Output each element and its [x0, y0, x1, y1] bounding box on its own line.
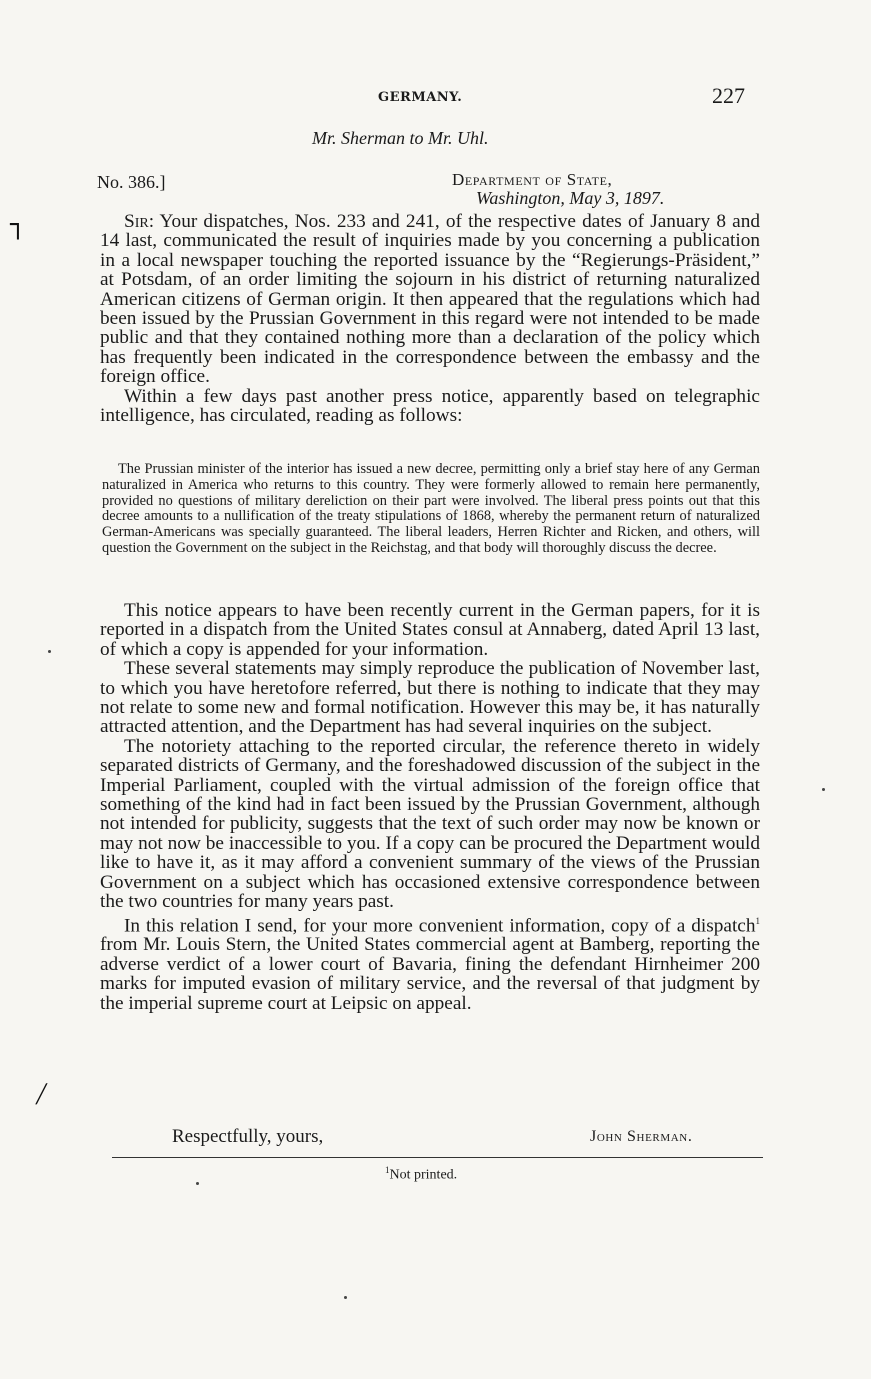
paragraph-1 — [100, 212, 760, 387]
paper-speck — [822, 788, 825, 791]
paragraph-6-text-b: from Mr. Louis Stern, the United States commercial agent at Bamberg, reporting the adverse verdict of a lower court of Bavaria, fining the defendant Hirnheimer 200 marks for imputed evasion of military service, and the reversal of that judgment by the imperial supreme court at Leipsic on appeal. — [100, 934, 760, 1014]
paragraph-6-text-a: In this relation I send, for your more convenient information, copy of a dispatch — [124, 914, 756, 936]
page-number: 227 — [712, 83, 745, 108]
footnote-mark: 1 — [385, 1165, 390, 1175]
paragraph-2: Within a few days past another press notice, apparently based on telegraphic intelligence, has circulated, reading as follows: — [100, 385, 760, 427]
paragraph-4: These several statements may simply reproduce the publication of November last, to which you have heretofore referred, but there is nothing to indicate that they may not relate to some new and formal notification. However this may be, it has naturally attracted attention, and the Department has had several inquiries on the subject. — [100, 658, 760, 738]
block-quote — [102, 462, 760, 557]
paper-speck — [344, 1296, 347, 1299]
sender-department: Department of State, — [452, 170, 613, 189]
paper-speck — [48, 650, 51, 653]
document-number: No. 386.] — [97, 172, 166, 192]
body-block-1 — [100, 212, 760, 425]
footnote-reference: 1 — [755, 915, 760, 926]
quote-text: The Prussian minister of the interior has issued a new decree, permitting only a brief stay here of any German naturalized in America who returns to this country. They were formerly allowed to remain here permanently, provided no questions of military dereliction on their part were involved. The liberal press points out that this decree amounts to a nullification of the treaty stipulations of 1868, whereby the permanent return of naturalized German-Americans was specially guaranteed. The liberal leaders, Herren Richter and Ricken, and others, will question the Government on the subject in the Reichstag, and that body will thoroughly discuss the decree. — [102, 461, 760, 556]
footnote-divider — [112, 1157, 763, 1158]
margin-pencil-mark: ┐ — [10, 210, 26, 240]
running-head: GERMANY. — [378, 90, 463, 105]
paragraph-1-text: Your dispatches, Nos. 233 and 241, of the respective dates of January 8 and 14 last, communicated the result of inquiries made by you concerning a publication in a local newspaper touching the reported issuance by the “Regierungs-Präsident,” at Potsdam, of an order limiting the sojourn in his district of returning naturalized American citizens of German origin. It then appeared that the regulations which had been issued by the Prussian Government in this regard were not intended to be made public and that they contained nothing more than a declaration of the policy which has frequently been indicated in the correspondence between the embassy and the foreign office. — [100, 211, 760, 388]
letter-title: Mr. Sherman to Mr. Uhl. — [312, 128, 489, 148]
paragraph-3: This notice appears to have been recently current in the German papers, for it is reported in a dispatch from the United States consul at Annaberg, dated April 13 last, of which a copy is appended for your information. — [100, 600, 760, 660]
valediction: Respectfully, yours, — [172, 1126, 324, 1147]
signature: John Sherman. — [590, 1128, 693, 1145]
footnote-text: Not printed. — [389, 1167, 458, 1183]
body-block-2 — [100, 601, 760, 1013]
salutation: Sir: — [124, 211, 155, 232]
margin-pencil-mark-lower: ╱ — [36, 1084, 47, 1105]
paragraph-6 — [100, 912, 760, 1013]
date-line: Washington, May 3, 1897. — [476, 188, 665, 208]
paper-speck — [196, 1182, 199, 1185]
footnote — [385, 1165, 457, 1184]
paragraph-5: The notoriety attaching to the reported circular, the reference thereto in widely separated districts of Germany, and the foreshadowed discussion of the subject in the Imperial Parliament, coupled with the virtual admission of the foreign office that something of the kind had in fact been issued by the Prussian Government, although not intended for publicity, suggests that the text of such order may now be known or may not now be inaccessible to you. If a copy can be procured the Department would like to have it, as it may afford a convenient summary of the views of the Prussian Government on a subject which has occasioned extensive correspondence between the two countries for many years past. — [100, 735, 760, 913]
